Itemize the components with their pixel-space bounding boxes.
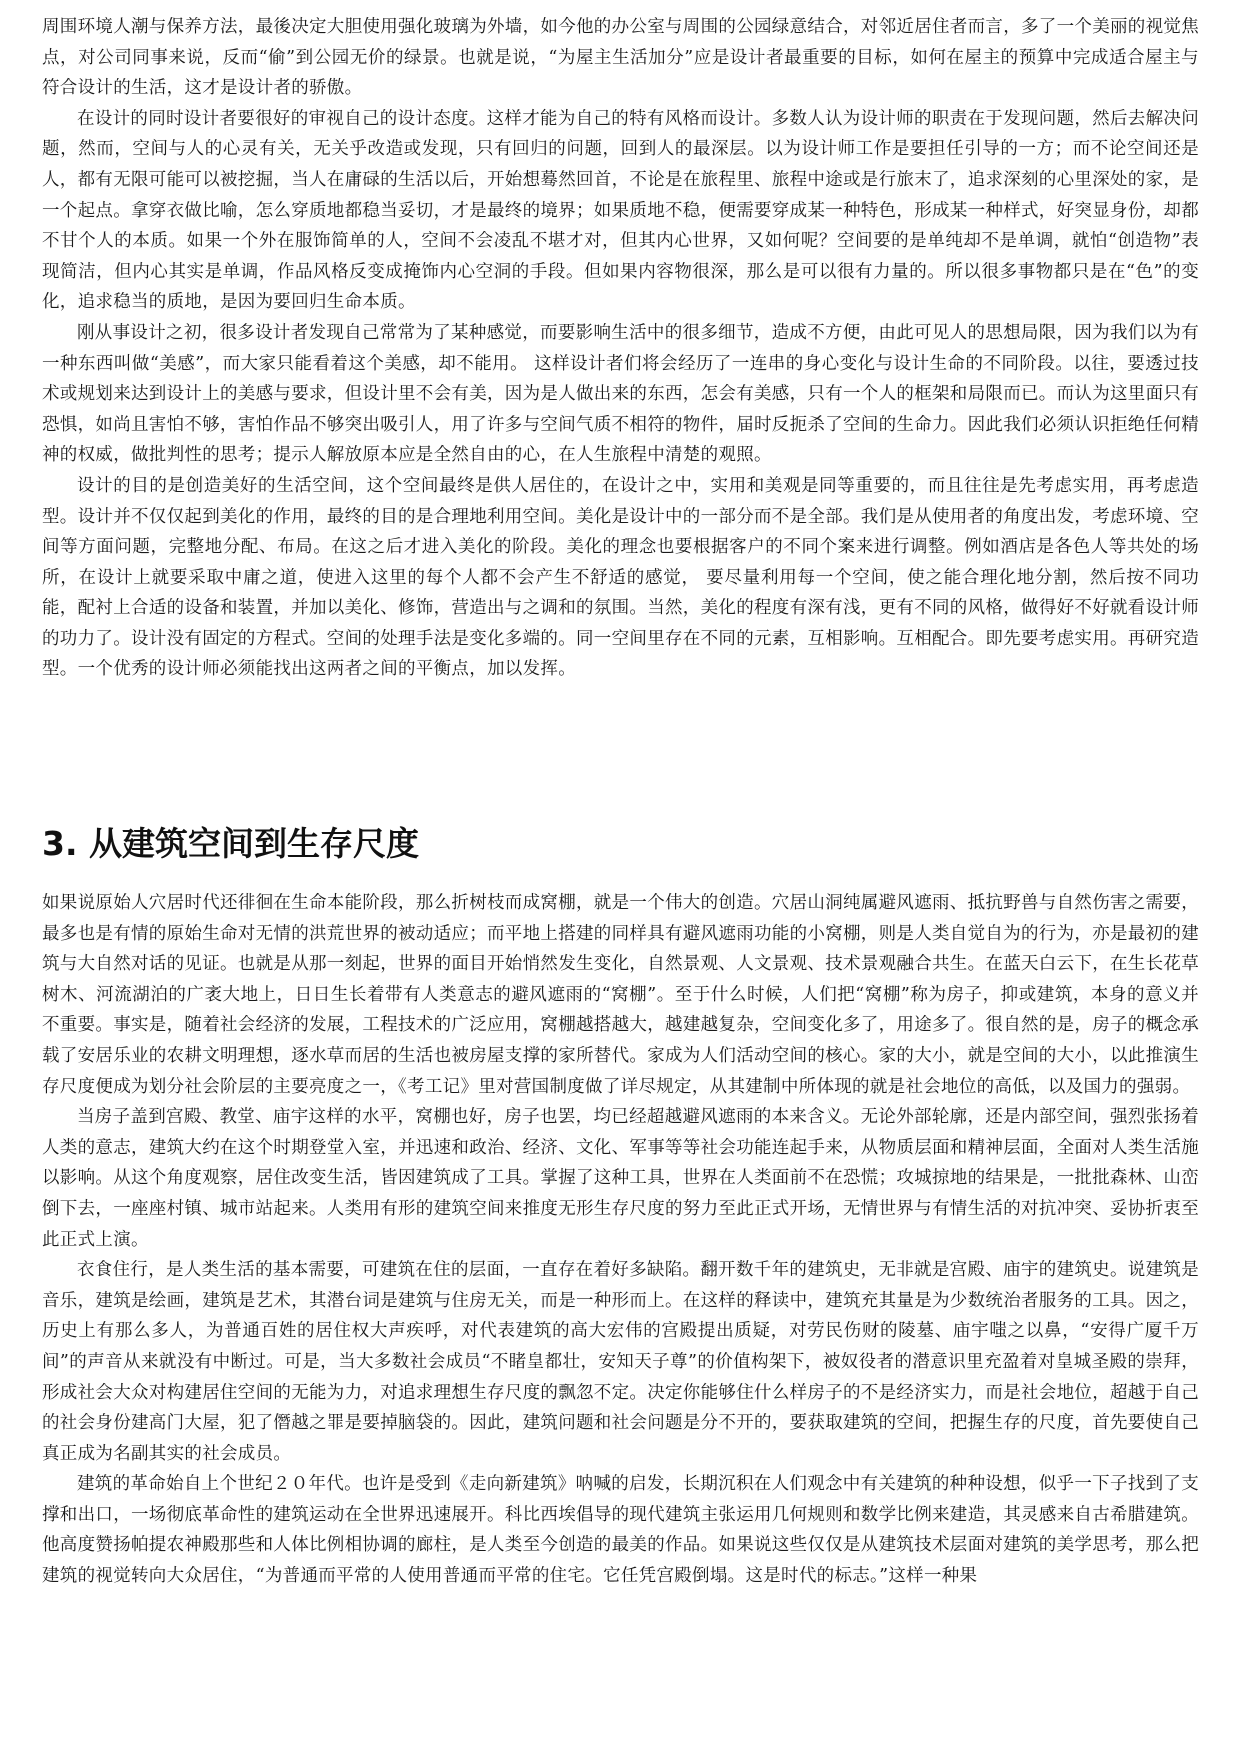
paragraph-bottom-4: 建筑的革命始自上个世纪２０年代。也许是受到《走向新建筑》呐喊的启发，长期沉积在人们观念中有关建筑的种种设想，似乎一下子找到了支撑和出口，一场彻底革命性的建筑运动在全世界迅速展开。科比西埃倡导的现代建筑主张运用几何规则和数学比例来建造，其灵感来自古希腊建筑。他高度赞扬帕提农神殿那些和人体比例相协调的廊柱，是人类至今创造的最美的作品。如果说这些仅仅是从建筑技术层面对建筑的美学思考，那么把建筑的视觉转向大众居住，“为普通而平常的人使用普通而平常的住宅。它任凭宫殿倒塌。这是时代的标志。”这样一种果 (42, 1474, 1199, 1587)
paragraph-bottom-2: 当房子盖到宫殿、教堂、庙宇这样的水平，窝棚也好，房子也罢，均已经超越避风遮雨的本来含义。无论外部轮廓，还是内部空间，强烈张扬着人类的意志，建筑大约在这个时期登堂入室，并迅速和政治、经济、文化、军事等等社会功能连起手来，从物质层面和精神层面，全面对人类生活施以影响。从这个角度观察，居住改变生活，皆因建筑成了工具。掌握了这种工具，世界在人类面前不在恐慌；攻城掠地的结果是，一批批森林、山峦倒下去，一座座村镇、城市站起来。人类用有形的建筑空间来推度无形生存尺度的努力至此正式开场，无情世界与有情生活的对抗冲突、妥协折衷至此正式上演。 (42, 1107, 1199, 1250)
paragraph-top-1: 周围环境人潮与保养方法，最後决定大胆使用强化玻璃为外墙，如今他的办公室与周围的公园绿意结合，对邻近居住者而言，多了一个美丽的视觉焦点，对公司同事来说，反而“偷”到公园无价的绿景。也就是说，“为屋主生活加分”应是设计者最重要的目标，如何在屋主的预算中完成适合屋主与符合设计的生活，这才是设计者的骄傲。 (42, 17, 1199, 99)
paragraph-bottom-1: 如果说原始人穴居时代还徘徊在生命本能阶段，那么折树枝而成窝棚，就是一个伟大的创造。穴居山洞纯属避风遮雨、抵抗野兽与自然伤害之需要，最多也是有情的原始生命对无情的洪荒世界的被动适应；而平地上搭建的同样具有避风遮雨功能的小窝棚，则是人类自觉自为的行为，亦是最初的建筑与大自然对话的见证。也就是从那一刻起，世界的面目开始悄然发生变化，自然景观、人文景观、技术景观融合共生。在蓝天白云下，在生长花草树木、河流湖泊的广袤大地上，日日生长着带有人类意志的避风遮雨的“窝棚”。至于什么时候，人们把“窝棚”称为房子，抑或建筑，本身的意义并不重要。事实是，随着社会经济的发展，工程技术的广泛应用，窝棚越搭越大，越建越复杂，空间变化多了，用途多了。很自然的是，房子的概念承载了安居乐业的农耕文明理想，逐水草而居的生活也被房屋支撑的家所替代。家成为人们活动空间的核心。家的大小，就是空间的大小，以此推演生存尺度便成为划分社会阶层的主要亮度之一，《考工记》里对营国制度做了详尽规定，从其建制中所体现的就是社会地位的高低，以及国力的强弱。 (42, 893, 1199, 1097)
paragraph-bottom-3: 衣食住行，是人类生活的基本需要，可建筑在住的层面，一直存在着好多缺陷。翻开数千年的建筑史，无非就是宫殿、庙宇的建筑史。说建筑是音乐，建筑是绘画，建筑是艺术，其潜台词是建筑与住房无关，而是一种形而上。在这样的释读中，建筑充其量是为少数统治者服务的工具。因之，历史上有那么多人，为普通百姓的居住权大声疾呼，对代表建筑的高大宏伟的宫殿提出质疑，对劳民伤财的陵墓、庙宇嗤之以鼻，“安得广厦千万间”的声音从来就没有中断过。可是，当大多数社会成员“不睹皇都壮，安知天子尊”的价值构架下，被奴役者的潜意识里充盈着对皇城圣殿的崇拜，形成社会大众对构建居住空间的无能为力，对追求理想生存尺度的飘忽不定。决定你能够住什么样房子的不是经济实力，而是社会地位，超越于自己的社会身份建高门大屋，犯了僭越之罪是要掉脑袋的。因此，建筑问题和社会问题是分不开的，要获取建筑的空间，把握生存的尺度，首先要使自己真正成为名副其实的社会成员。 (42, 1260, 1199, 1464)
paragraph-top-3: 刚从事设计之初，很多设计者发现自己常常为了某种感觉，而要影响生活中的很多细节，造成不方便，由此可见人的思想局限，因为我们以为有一种东西叫做“美感”，而大家只能看着这个美感，却不能用。 这样设计者们将会经历了一连串的身心变化与设计生命的不同阶段。以往，要透过技术或规划来达到设计上的美感与要求，但设计里不会有美，因为是人做出来的东西，怎会有美感，只有一个人的框架和局限而已。而认为这里面只有恐惧，如尚且害怕不够，害怕作品不够突出吸引人，用了许多与空间气质不相符的物件，届时反扼杀了空间的生命力。因此我们必须认识拒绝任何精神的权威，做批判性的思考；提示人解放原本应是全然自由的心，在人生旅程中清楚的观照。 (42, 322, 1199, 466)
section-bottom (42, 888, 1199, 1592)
section-heading: 3. 从建筑空间到生存尺度 (42, 824, 419, 863)
section-top (42, 12, 1199, 685)
paragraph-top-4: 设计的目的是创造美好的生活空间，这个空间最终是供人居住的，在设计之中，实用和美观是同等重要的，而且往往是先考虑实用，再考虑造型。设计并不仅仅起到美化的作用，最终的目的是合理地利用空间。美化是设计中的一部分而不是全部。我们是从使用者的角度出发，考虑环境、空间等方面问题，完整地分配、布局。在这之后才进入美化的阶段。美化的理念也要根据客户的不同个案来进行调整。例如酒店是各色人等共处的场所，在设计上就要采取中庸之道，使进入这里的每个人都不会产生不舒适的感觉， 要尽量利用每一个空间，使之能合理化地分割，然后按不同功能，配衬上合适的设备和装置，并加以美化、修饰，营造出与之调和的氛围。当然，美化的程度有深有浅，更有不同的风格，做得好不好就看设计师的功力了。设计没有固定的方程式。空间的处理手法是变化多端的。同一空间里存在不同的元素，互相影响。互相配合。即先要考虑实用。再研究造型。一个优秀的设计师必须能找出这两者之间的平衡点，加以发挥。 (42, 475, 1199, 680)
paragraph-top-2: 在设计的同时设计者要很好的审视自己的设计态度。这样才能为自己的特有风格而设计。多数人认为设计师的职责在于发现问题，然后去解决问题，然而，空间与人的心灵有关，无关乎改造或发现，只有回归的问题，回到人的最深层。以为设计师工作是要担任引导的一方；而不论空间还是人，都有无限可能可以被挖掘，当人在庸碌的生活以后，开始想蓦然回首，不论是在旅程里、旅程中途或是行旅末了，追求深刻的心里深处的家，是一个起点。拿穿衣做比喻，怎么穿质地都稳当妥切，才是最终的境界；如果质地不稳，便需要穿成某一种特色，形成某一种样式，好突显身份，却都不甘个人的本质。如果一个外在服饰简单的人，空间不会凌乱不堪才对，但其内心世界，又如何呢？空间要的是单纯却不是单调，就怕“创造物”表现简洁，但内心其实是单调，作品风格反变成掩饰内心空洞的手段。但如果内容物很深，那么是可以很有力量的。所以很多事物都只是在“色”的变化，追求稳当的质地，是因为要回归生命本质。 (42, 108, 1199, 313)
